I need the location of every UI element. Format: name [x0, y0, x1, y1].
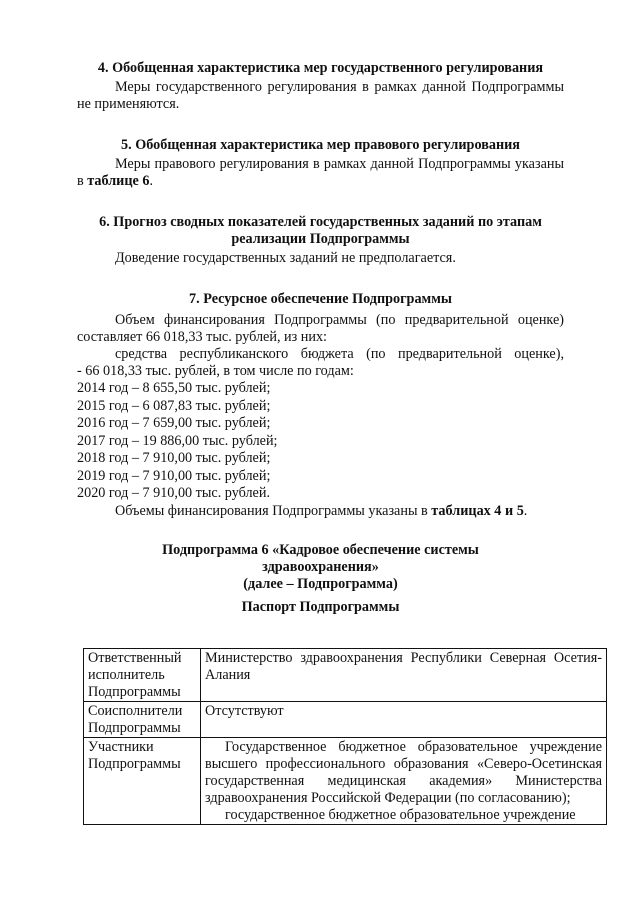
funding-year-item: 2018 год – 7 910,00 тыс. рублей; [77, 450, 271, 466]
passport-label-cell: Ответственный исполнитель Подпрограммы [84, 649, 201, 702]
section-7-closing-start: Объемы финансирования Подпрограммы указаны в [115, 502, 432, 519]
subprogram-title-line3: (далее – Подпрограмма) [243, 575, 398, 592]
section-7-heading: 7. Ресурсное обеспечение Подпрограммы [189, 291, 452, 307]
section-6-text: Доведение государственных заданий не предполагается. [115, 250, 456, 266]
section-5-text-start: Меры правового регулирования в рамках данной Подпрограммы указаны в [77, 156, 564, 189]
subprogram-title-line2: здравоохранения» [262, 558, 379, 575]
section-5-table-ref: таблице 6 [87, 173, 150, 189]
table-row [84, 738, 607, 825]
passport-table [83, 648, 607, 825]
section-7-para2-line2: - 66 018,33 тыс. рублей, в том числе по годам: [77, 363, 354, 379]
funding-year-item: 2017 год – 19 886,00 тыс. рублей; [77, 432, 278, 449]
funding-by-year-list [77, 380, 564, 503]
section-5-text-end: . [149, 173, 154, 189]
section-6-heading-line2: реализации Подпрограммы [231, 231, 410, 247]
section-7-closing [77, 503, 564, 520]
section-7-table-ref-5: 5 [516, 502, 524, 519]
section-5-heading: 5. Обобщенная характеристика мер правового регулирования [121, 137, 520, 153]
passport-value-cell [201, 738, 607, 825]
table-row [84, 649, 607, 702]
funding-year-item: 2016 год – 7 659,00 тыс. рублей; [77, 415, 271, 431]
passport-label-cell: Участники Подпрограммы [84, 738, 201, 825]
funding-year-item: 2019 год – 7 910,00 тыс. рублей; [77, 467, 271, 484]
funding-year-item: 2014 год – 8 655,50 тыс. рублей; [77, 380, 271, 396]
section-5-text [77, 156, 564, 190]
funding-year-item: 2015 год – 6 087,83 тыс. рублей; [77, 397, 271, 414]
section-7-para1: Объем финансирования Подпрограммы (по предварительной оценке) составляет 66 018,33 тыс. рублей, из них: [77, 312, 564, 345]
subprogram-title-line1: Подпрограмма 6 «Кадровое обеспечение системы [162, 541, 479, 558]
participant-item: государственное бюджетное образовательное учреждение [225, 807, 576, 823]
section-7-para2-line1: средства республиканского бюджета (по предварительной оценке), [115, 346, 564, 362]
section-7-closing-end: . [523, 502, 528, 519]
section-7-closing-and: и [501, 502, 517, 519]
section-7-table-ref-4: таблицах 4 [431, 502, 502, 519]
section-4-heading: 4. Обобщенная характеристика мер государственного регулирования [97, 60, 544, 76]
passport-title: Паспорт Подпрограммы [241, 598, 400, 615]
passport-value-cell: Министерство здравоохранения Республики Северная Осетия-Алания [201, 649, 607, 702]
document-page [77, 60, 564, 616]
participant-item: Государственное бюджетное образовательное учреждение высшего профессионального образования «Северо-Осетинская государственная медицинская академия» Министерства здравоохранения Российской Федерации (по согласованию); [205, 739, 602, 806]
section-4-text: Меры государственного регулирования в рамках данной Подпрограммы не применяются. [77, 79, 564, 112]
section-6-heading-line1: 6. Прогноз сводных показателей государственных заданий по этапам [99, 214, 542, 230]
table-row [84, 702, 607, 738]
passport-value-cell: Отсутствуют [201, 702, 607, 738]
funding-year-item: 2020 год – 7 910,00 тыс. рублей. [77, 485, 270, 501]
passport-label-cell: Соисполнители Подпрограммы [84, 702, 201, 738]
